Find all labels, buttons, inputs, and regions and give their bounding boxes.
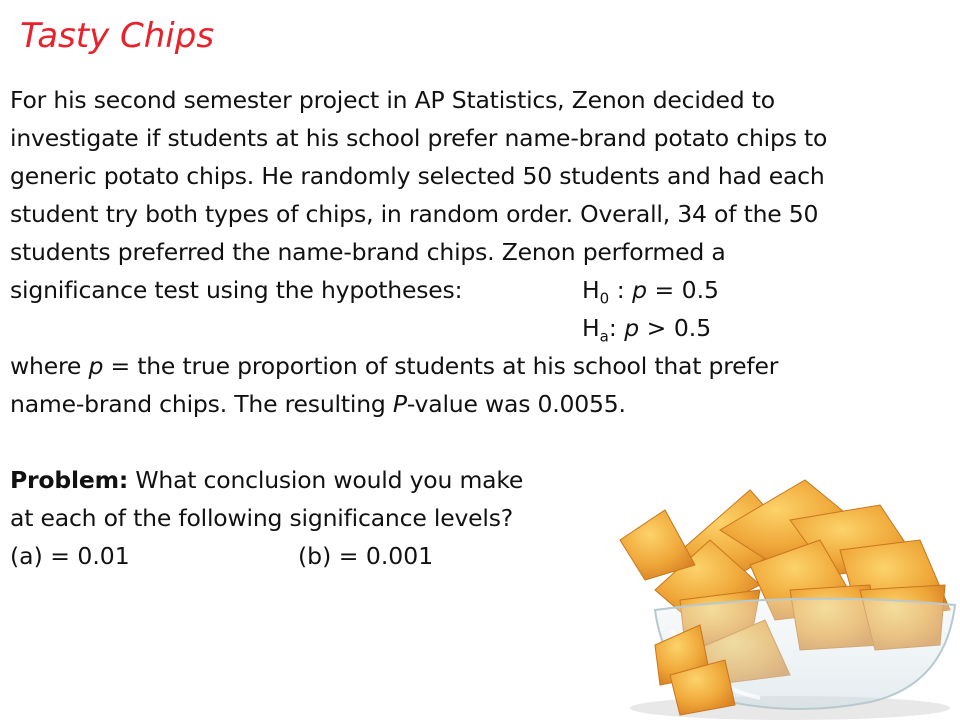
body-line-2: investigate if students at his school prefer name-brand potato chips to (10, 124, 828, 152)
problem-line-2: at each of the following significance levels? (10, 504, 514, 532)
null-hypothesis: $H_0$ : p = 0.5 (582, 276, 720, 308)
alternative-hypothesis: $H_a$: p > 0.5 (582, 314, 712, 346)
slide-title: Tasty Chips (20, 16, 215, 56)
option-b: (b) = 0.001 (298, 542, 434, 570)
body-line-4: student try both types of chips, in random order. Overall, 34 of the 50 (10, 200, 819, 228)
chips-bowl-image (560, 470, 960, 720)
body-line-5: students preferred the name-brand chips. Zenon performed a (10, 238, 726, 266)
problem-label: Problem: (10, 466, 129, 494)
body-line-6: significance test using the hypotheses: (10, 276, 463, 304)
body-line-1: For his second semester project in AP Statistics, Zenon decided to (10, 86, 775, 114)
option-a: (a) = 0.01 (10, 542, 130, 570)
body-line-3: generic potato chips. He randomly selected 50 students and had each (10, 162, 825, 190)
parameter-definition: where p = the true proportion of students at his school that prefer (10, 352, 779, 380)
p-value-statement: name-brand chips. The resulting P-value was 0.0055. (10, 390, 626, 418)
problem-line-1: Problem: What conclusion would you make (10, 466, 524, 494)
